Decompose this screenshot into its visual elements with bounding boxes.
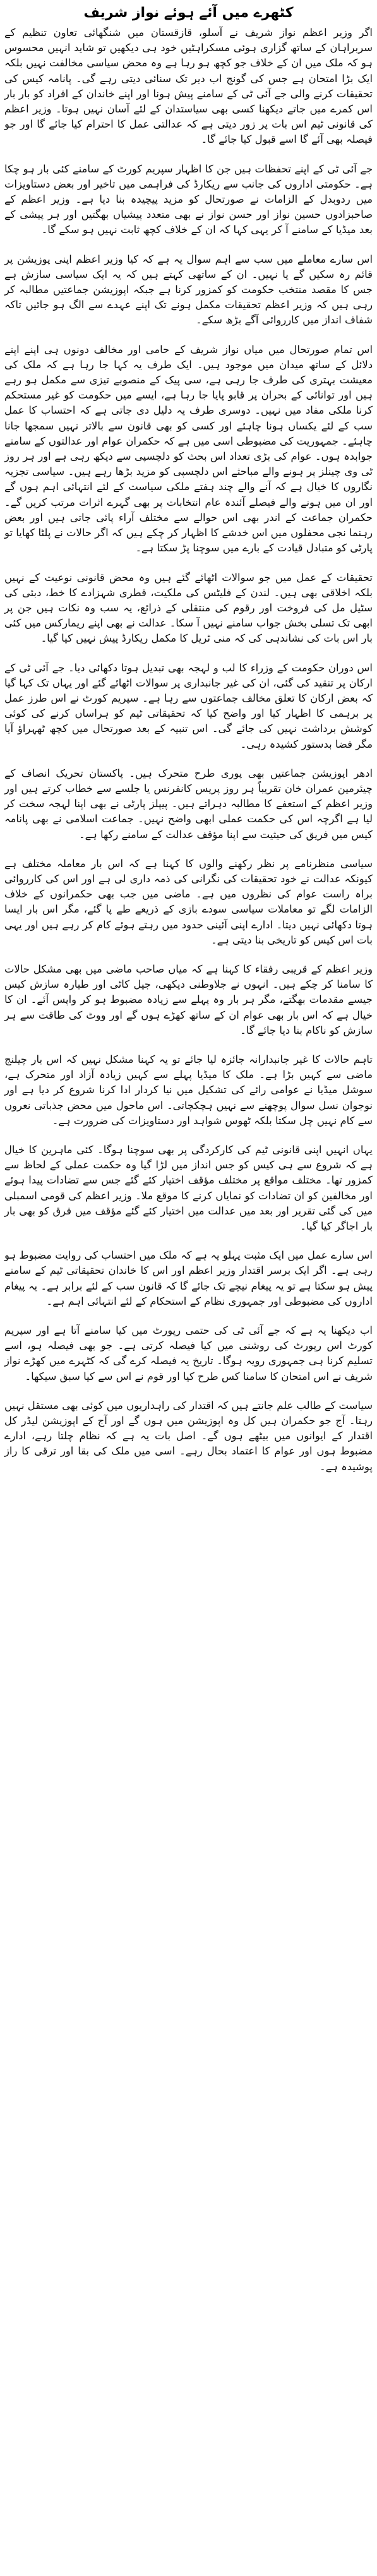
article-paragraph: اس دوران حکومت کے وزراء کا لب و لہجہ بھی تبدیل ہوتا دکھائی دیا۔ جے آئی ٹی کے ارکان پر تنقید کی گئی، ان کی غیر جانبداری پر سوالات اٹھائے گئے اور یہاں تک کہا گیا کہ بعض ارکان کا تعلق مخالف جماعتوں سے رہا ہے۔ سپریم کورٹ نے اس طرز عمل پر برہمی کا اظہار کیا اور واضح کیا کہ تحقیقاتی ٹیم کو ہراساں کرنے کی کوئی کوشش برداشت نہیں کی جائے گی۔ اس تنبیہ کے بعد صورتحال میں کچھ ٹھہراؤ آیا مگر فضا بدستور کشیدہ رہی۔ [4, 661, 373, 750]
article-paragraph: ادھر اپوزیشن جماعتیں بھی پوری طرح متحرک ہیں۔ پاکستان تحریک انصاف کے چیئرمین عمران خان تقریباً ہر روز پریس کانفرنس یا جلسے سے خطاب کرتے ہیں اور وزیر اعظم کے استعفے کا مطالبہ دہراتے ہیں۔ پیپلز پارٹی نے بھی اپنا لہجہ سخت کر لیا ہے اگرچہ اس کی حکمت عملی ابھی واضح نہیں۔ جماعت اسلامی نے بھی پانامہ کیس میں فریق کی حیثیت سے اپنا مؤقف عدالت کے سامنے رکھا ہے۔ [4, 767, 373, 841]
article-paragraph: اگر وزیر اعظم نواز شریف نے آسلو، قازقستان میں شنگھائی تعاون تنظیم کے سربراہان کے ساتھ گزاری ہوئی مسکراہٹیں خود ہی دیکھیں تو شاید انہیں محسوس ہو کہ ملک میں ان کے خلاف جو کچھ ہو رہا ہے وہ محض سیاسی مخالفت نہیں بلکہ ایک بڑا امتحان ہے جس کی گونج اب دیر تک سنائی دیتی رہے گی۔ پانامہ کیس کی تحقیقات کرنے والی جے آئی ٹی کے سامنے پیش ہونا اور اپنے خاندان کے افراد کو بار بار اس کمرے میں جاتے دیکھنا کسی بھی سیاستدان کے لئے آسان نہیں ہوتا۔ وزیر اعظم کی قانونی ٹیم اس بات پر زور دیتی ہے کہ عدالتی عمل کا احترام کیا جائے گا اور جو فیصلہ بھی آئے گا اسے قبول کیا جائے گا۔ [4, 27, 373, 146]
article-headline: کٹھرے میں آئے ہوئے نواز شریف [83, 5, 294, 21]
article-paragraph: اس تمام صورتحال میں میاں نواز شریف کے حامی اور مخالف دونوں ہی اپنے اپنے دلائل کے ساتھ میدان میں موجود ہیں۔ ایک طرف یہ کہا جا رہا ہے کہ ملک کی معیشت بہتری کی طرف جا رہی ہے، سی پیک کے منصوبے تیزی سے مکمل ہو رہے ہیں اور توانائی کے بحران پر قابو پایا جا رہا ہے، ایسے میں حکومت کو غیر مستحکم کرنا ملکی مفاد میں نہیں۔ دوسری طرف یہ دلیل دی جاتی ہے کہ احتساب کا عمل سب کے لئے یکساں ہونا چاہئے اور کسی کو بھی قانون سے بالاتر نہیں سمجھا جانا چاہئے۔ جمہوریت کی مضبوطی اسی میں ہے کہ حکمران عوام اور عدالتوں کے سامنے جوابدہ ہوں۔ عوام کی بڑی تعداد اس بحث کو دلچسپی سے دیکھ رہی ہے اور ہر روز ٹی وی چینلز پر ہونے والے مباحثے اس دلچسپی کو مزید بڑھا رہے ہیں۔ سیاسی تجزیہ نگاروں کا خیال ہے کہ آنے والے چند ہفتے ملکی سیاست کے لئے انتہائی اہم ہوں گے اور ان میں ہونے والے فیصلے آئندہ عام انتخابات پر بھی گہرے اثرات مرتب کریں گے۔ حکمران جماعت کے اندر بھی اس حوالے سے مختلف آراء پائی جاتی ہیں اور بعض رہنما نجی محفلوں میں اس خدشے کا اظہار کر چکے ہیں کہ اگر حالات نے پلٹا کھایا تو پارٹی کو متبادل قیادت کے بارے میں سوچنا پڑ سکتا ہے۔ [4, 343, 373, 554]
article-paragraph: یہاں انہیں اپنی قانونی ٹیم کی کارکردگی پر بھی سوچنا ہوگا۔ کئی ماہرین کا خیال ہے کہ شروع سے ہی کیس کو جس انداز میں لڑا گیا وہ حکمت عملی کے لحاظ سے کمزور تھا۔ مختلف مواقع پر مختلف مؤقف اختیار کئے گئے جس سے تضادات پیدا ہوئے اور مخالفین کو ان تضادات کو نمایاں کرنے کا موقع ملا۔ وزیر اعظم کی قومی اسمبلی میں کی گئی تقریر اور بعد میں عدالت میں اختیار کئے گئے مؤقف میں فرق کو بھی بار بار اجاگر کیا گیا۔ [4, 1144, 373, 1233]
article-paragraph: تحقیقات کے عمل میں جو سوالات اٹھائے گئے ہیں وہ محض قانونی نوعیت کے نہیں بلکہ اخلاقی بھی ہیں۔ لندن کے فلیٹس کی ملکیت، قطری شہزادے کا خط، دبئی کی سٹیل مل کی فروخت اور رقوم کی منتقلی کے ذرائع، یہ سب وہ نکات ہیں جن پر ابھی تک تسلی بخش جواب سامنے نہیں آ سکا۔ عدالت نے بھی اپنے ریمارکس میں کئی بار اس بات کی نشاندہی کی کہ منی ٹریل کا مکمل ریکارڈ پیش نہیں کیا گیا۔ [4, 571, 373, 645]
article-paragraph: وزیر اعظم کے قریبی رفقاء کا کہنا ہے کہ میاں صاحب ماضی میں بھی مشکل حالات کا سامنا کر چکے ہیں۔ انہوں نے جلاوطنی دیکھی، جیل کاٹی اور طیارہ سازش کیس جیسے مقدمات بھگتے، مگر ہر بار وہ پہلے سے زیادہ مضبوط ہو کر واپس آئے۔ ان کا خیال ہے کہ اس بار بھی عوام ان کے ساتھ کھڑے ہوں گے اور ووٹ کی طاقت سے ہر سازش کو ناکام بنا دیا جائے گا۔ [4, 962, 373, 1036]
article-paragraph: اب دیکھنا یہ ہے کہ جے آئی ٹی کی حتمی رپورٹ میں کیا سامنے آتا ہے اور سپریم کورٹ اس رپورٹ کی روشنی میں کیا فیصلہ کرتی ہے۔ جو بھی فیصلہ ہو، اسے تسلیم کرنا ہی جمہوری رویہ ہوگا۔ تاریخ یہ فیصلہ کرے گی کہ کٹہرے میں کھڑے نواز شریف نے اس امتحان کا سامنا کس طرح کیا اور قوم نے اس سے کیا سبق سیکھا۔ [4, 1324, 373, 1382]
article-paragraph: جے آئی ٹی کے اپنے تحفظات ہیں جن کا اظہار سپریم کورٹ کے سامنے کئی بار ہو چکا ہے۔ حکومتی اداروں کی جانب سے ریکارڈ کی فراہمی میں تاخیر اور بعض دستاویزات میں ردوبدل کے الزامات نے صورتحال کو مزید پیچیدہ بنا دیا ہے۔ وزیر اعظم کے صاحبزادوں حسین نواز اور حسن نواز نے بھی متعدد پیشیاں بھگتیں اور ہر پیشی کے بعد میڈیا کے سامنے آ کر یہی کہا کہ ان کے خلاف کچھ ثابت نہیں ہو سکے گا۔ [4, 162, 373, 236]
article-paragraph: اس سارے معاملے میں سب سے اہم سوال یہ ہے کہ کیا وزیر اعظم اپنی پوزیشن پر قائم رہ سکیں گے یا نہیں۔ ان کے ساتھی کہتے ہیں کہ یہ ایک سیاسی سازش ہے جس کا مقصد منتخب حکومت کو کمزور کرنا ہے جبکہ اپوزیشن جماعتیں مطالبہ کر رہی ہیں کہ وزیر اعظم تحقیقات مکمل ہونے تک اپنے عہدے سے الگ ہو جائیں تاکہ شفاف انداز میں کارروائی آگے بڑھ سکے۔ [4, 253, 373, 326]
article-paragraph: اس سارے عمل میں ایک مثبت پہلو یہ ہے کہ ملک میں احتساب کی روایت مضبوط ہو رہی ہے۔ اگر ایک برسر اقتدار وزیر اعظم اور اس کا خاندان تحقیقاتی ٹیم کے سامنے پیش ہو سکتا ہے تو یہ پیغام نیچے تک جائے گا کہ قانون سب کے لئے برابر ہے۔ یہ پیغام اداروں کی مضبوطی اور جمہوری نظام کے استحکام کے لئے انتہائی اہم ہے۔ [4, 1249, 373, 1307]
article-paragraph: سیاسی منظرنامے پر نظر رکھنے والوں کا کہنا ہے کہ اس بار معاملہ مختلف ہے کیونکہ عدالت نے خود تحقیقات کی نگرانی کی ذمہ داری لی ہے اور اس کی کارروائی براہ راست عوام کی نظروں میں ہے۔ ماضی میں جب بھی حکمرانوں کے خلاف الزامات لگے تو معاملات سیاسی سودے بازی کے ذریعے طے پا گئے، مگر اس بار ایسا ہوتا دکھائی نہیں دیتا۔ ادارے اپنی آئینی حدود میں رہتے ہوئے کام کر رہے ہیں اور یہی بات اس کیس کو تاریخی بنا دیتی ہے۔ [4, 857, 373, 946]
article-paragraph: تاہم حالات کا غیر جانبدارانہ جائزہ لیا جائے تو یہ کہنا مشکل نہیں کہ اس بار چیلنج ماضی سے کہیں بڑا ہے۔ ملک کا میڈیا پہلے سے کہیں زیادہ آزاد اور متحرک ہے، سوشل میڈیا نے عوامی رائے کی تشکیل میں نیا کردار ادا کرنا شروع کر دیا ہے اور نوجوان نسل سوال پوچھنے سے نہیں ہچکچاتی۔ اس ماحول میں محض جذباتی نعروں سے کام نہیں چل سکتا بلکہ ٹھوس شواہد اور دستاویزات کی ضرورت ہے۔ [4, 1053, 373, 1127]
article-paragraph: سیاست کے طالب علم جانتے ہیں کہ اقتدار کی راہداریوں میں کوئی بھی مستقل نہیں رہتا۔ آج جو حکمران ہیں کل وہ اپوزیشن میں ہوں گے اور آج کے اپوزیشن لیڈر کل اقتدار کے ایوانوں میں بیٹھے ہوں گے۔ اصل بات یہ ہے کہ نظام چلتا رہے، ادارے مضبوط ہوں اور عوام کا اعتماد بحال رہے۔ اسی میں ملک کی بقا اور ترقی کا راز پوشیدہ ہے۔ [4, 1399, 373, 1473]
article-body [4, 25, 373, 1475]
